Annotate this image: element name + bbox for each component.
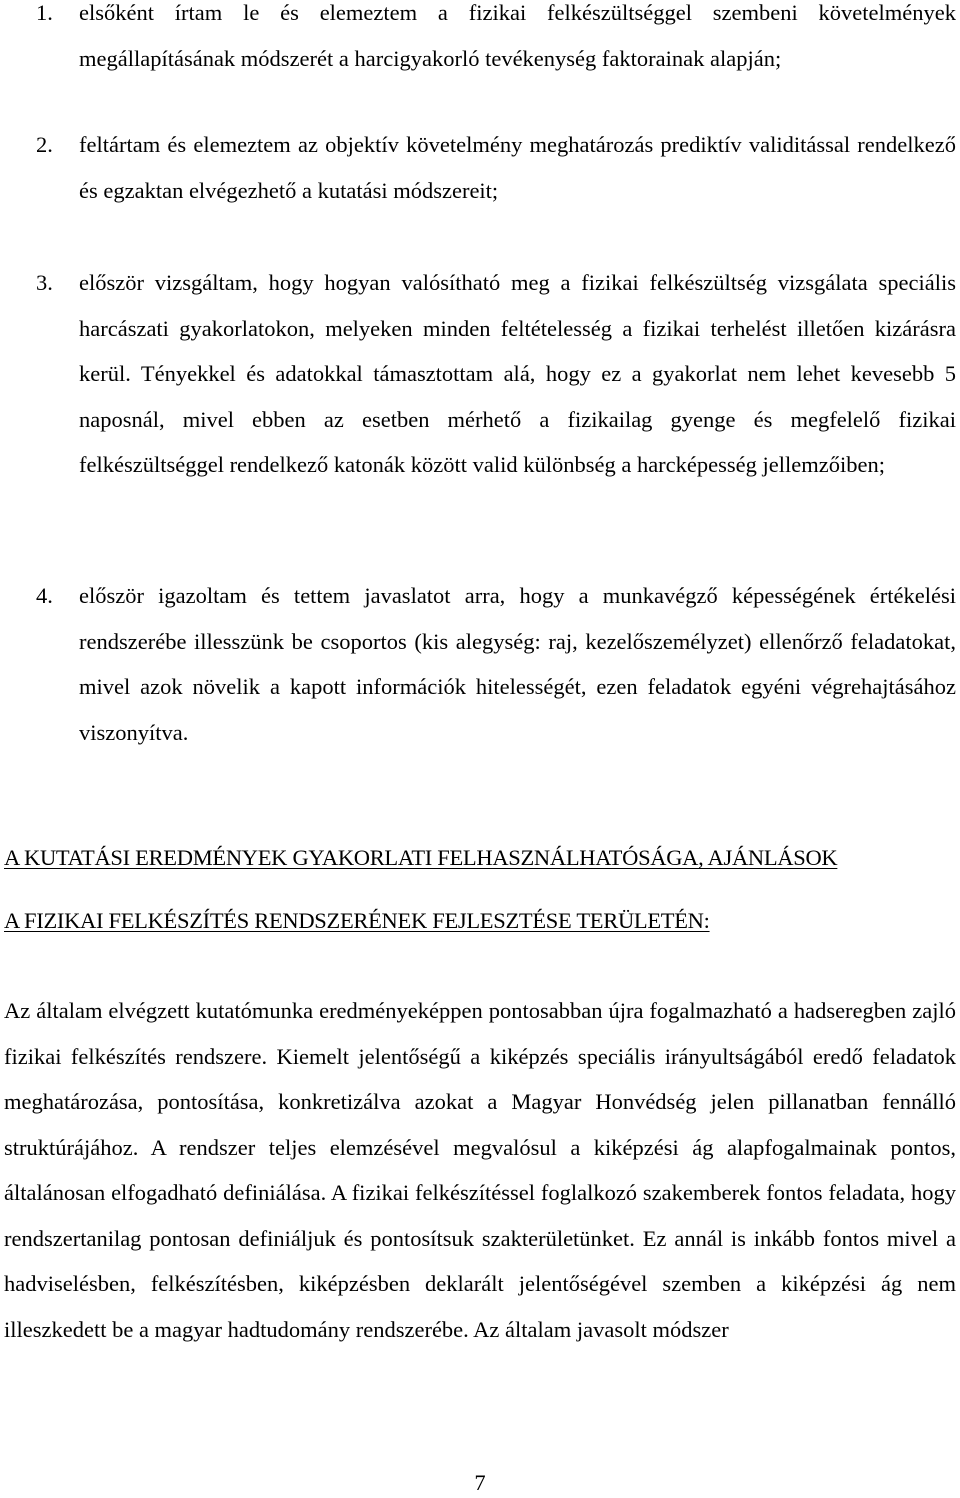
section-heading-line-1: A KUTATÁSI EREDMÉNYEK GYAKORLATI FELHASZNÁLHATÓSÁGA, AJÁNLÁSOK bbox=[4, 845, 838, 870]
list-number: 1. bbox=[36, 0, 53, 25]
list-number: 2. bbox=[36, 132, 53, 157]
list-item-text: feltártam és elemeztem az objektív követelmény meghatározás prediktív validitással rendelkező és egzaktan elvégezhető a kutatási módszereit; bbox=[79, 132, 956, 203]
list-number: 4. bbox=[36, 583, 53, 608]
list-item-text: először vizsgáltam, hogy hogyan valósítható meg a fizikai felkészültség vizsgálata speciális harcászati gyakorlatokon, melyeken minden feltételesség a fizikai terhelést illetően kizárásra kerül. Tényekkel és adatokkal támasztottam alá, hogy ez a gyakorlat nem lehet kevesebb 5 naposnál, mivel ebben az esetben mérhető a fizikailag gyenge és megfelelő fizikai felkészültséggel rendelkező katonák között valid különbség a harcképesség jellemzőiben; bbox=[79, 270, 956, 477]
list-item-text: elsőként írtam le és elemeztem a fizikai felkészültséggel szembeni követelmények megállapításának módszerét a harcigyakorló tevékenység faktorainak alapján; bbox=[79, 0, 956, 71]
list-item-2 bbox=[0, 122, 956, 213]
list-item-4 bbox=[0, 573, 956, 755]
list-item-3 bbox=[0, 260, 956, 488]
section-heading-line-2: A FIZIKAI FELKÉSZÍTÉS RENDSZERÉNEK FEJLESZTÉSE TERÜLETÉN: bbox=[4, 908, 710, 933]
list-item-text: először igazoltam és tettem javaslatot arra, hogy a munkavégző képességének értékelési rendszerébe illesszünk be csoportos (kis alegység: raj, kezelőszemélyzet) ellenőrző feladatokat, mivel azok növelik a kapott információk hitelességét, ezen feladatok egyéni végrehajtásához viszonyítva. bbox=[79, 583, 956, 745]
page-number: 7 bbox=[474, 1470, 486, 1495]
list-item-1 bbox=[0, 0, 956, 81]
list-number: 3. bbox=[36, 270, 53, 295]
body-paragraph: Az általam elvégzett kutatómunka eredményeképpen pontosabban újra fogalmazható a hadseregben zajló fizikai felkészítés rendszere. Kiemelt jelentőségű a kiképzés speciális irányultságából eredő feladatok meghatározása, pontosítása, konkretizálva azokat a Magyar Honvédség jelen pillanatban fennálló struktúrájához. A rendszer teljes elemzésével megvalósul a kiképzési ág alapfogalmainak pontos, általánosan elfogadható definiálása. A fizikai felkészítéssel foglalkozó szakemberek fontos feladata, hogy rendszertanilag pontosan definiáljuk és pontosítsuk szakterületünket. Ez annál is inkább fontos mivel a hadviselésben, felkészítésben, kiképzésben deklarált jelentőségével szemben a kiképzési ág nem illeszkedett be a magyar hadtudomány rendszerébe. Az általam javasolt módszer bbox=[4, 998, 956, 1342]
